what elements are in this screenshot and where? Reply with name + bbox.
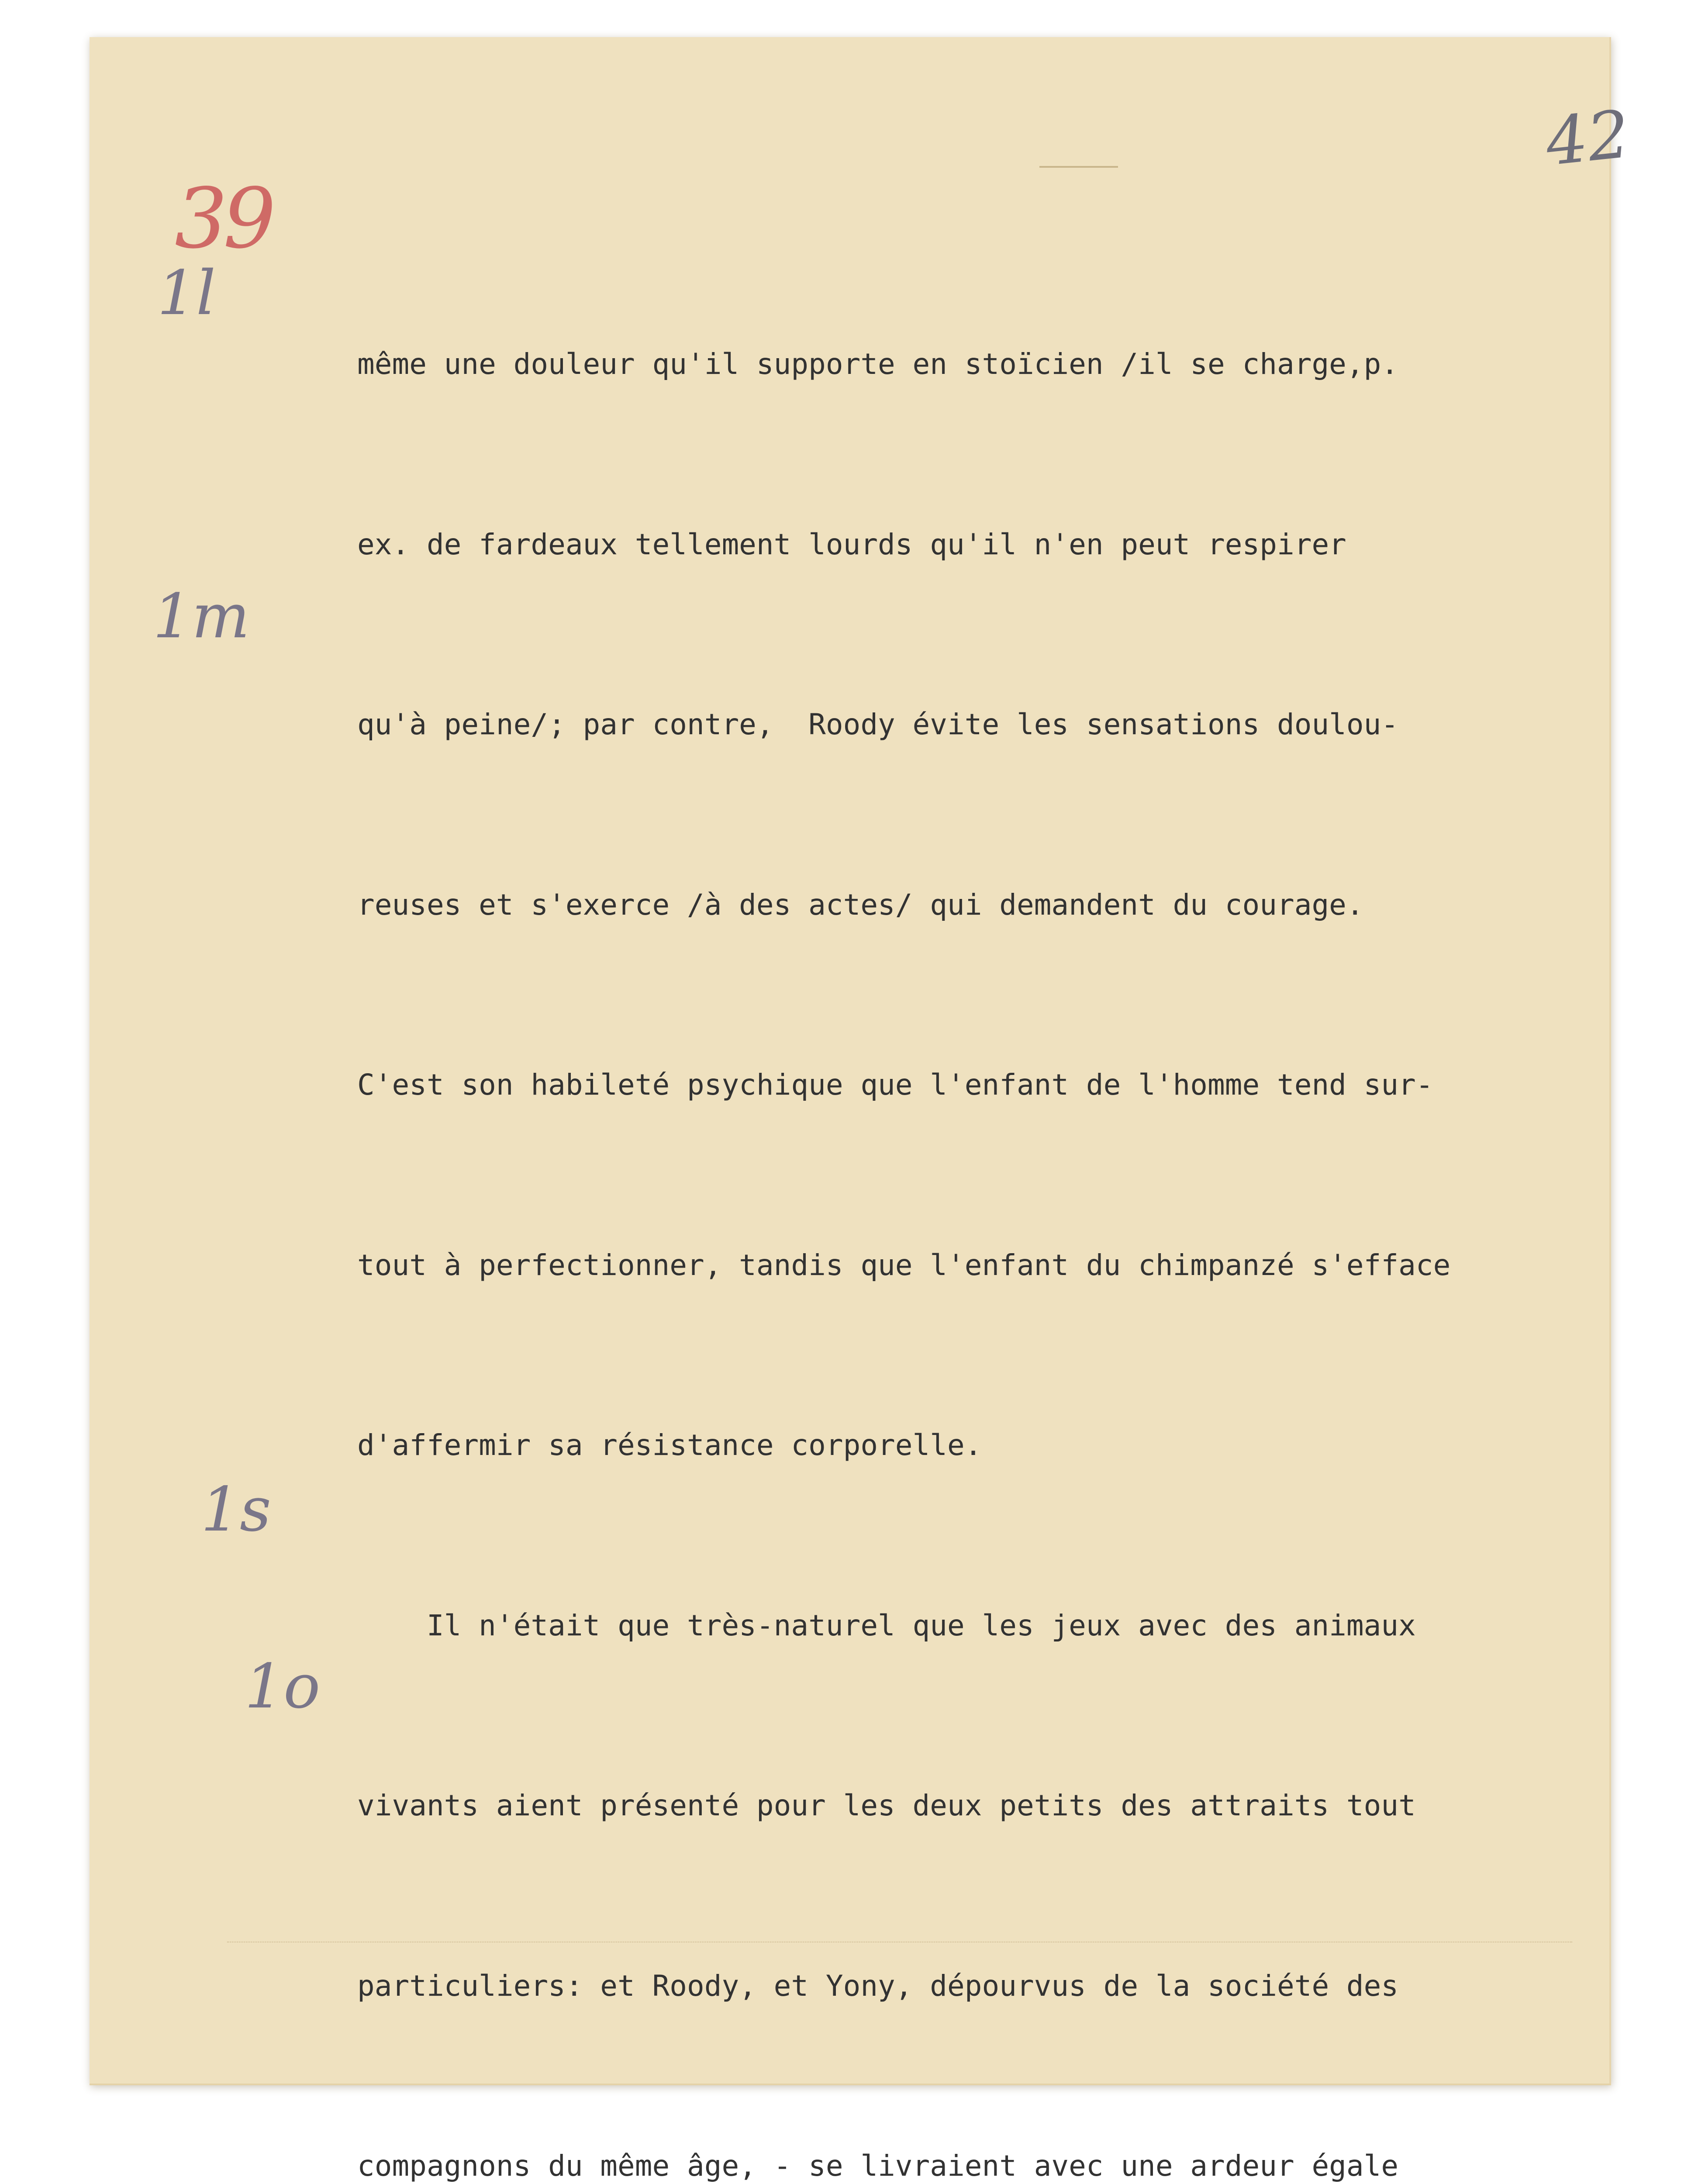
margin-note-4: 1o	[245, 1651, 321, 1722]
typed-body-text	[357, 214, 1580, 2184]
text-line: tout à perfectionner, tandis que l'enfant du chimpanzé s'efface	[357, 1248, 1451, 1282]
text-line: même une douleur qu'il supporte en stoïcien /il se charge,p.	[357, 347, 1399, 381]
text-line: Il n'était que très-naturel que les jeux avec des animaux	[357, 1608, 1416, 1642]
text-line: compagnons du même âge, - se livraient avec une ardeur égale	[357, 2149, 1399, 2183]
text-line: reuses et s'exerce /à des actes/ qui demandent du courage.	[357, 888, 1364, 922]
paper-mark	[1039, 166, 1118, 168]
margin-note-3: 1s	[201, 1474, 271, 1545]
text-line: vivants aient présenté pour les deux petits des attraits tout	[357, 1789, 1416, 1822]
archive-number: 39	[175, 170, 272, 267]
text-line: qu'à peine/; par contre, Roody évite les sensations doulou-	[357, 708, 1399, 741]
page-number: 42	[1542, 96, 1633, 181]
text-line: ex. de fardeaux tellement lourds qu'il n'en peut respirer	[357, 527, 1346, 561]
margin-note-2: 1m	[153, 581, 250, 652]
text-line: d'affermir sa résistance corporelle.	[357, 1428, 982, 1462]
margin-note-1: 1l	[157, 258, 216, 329]
text-line: particuliers: et Roody, et Yony, dépourvus de la société des	[357, 1969, 1399, 2003]
text-line: C'est son habileté psychique que l'enfant de l'homme tend sur-	[357, 1068, 1433, 1102]
